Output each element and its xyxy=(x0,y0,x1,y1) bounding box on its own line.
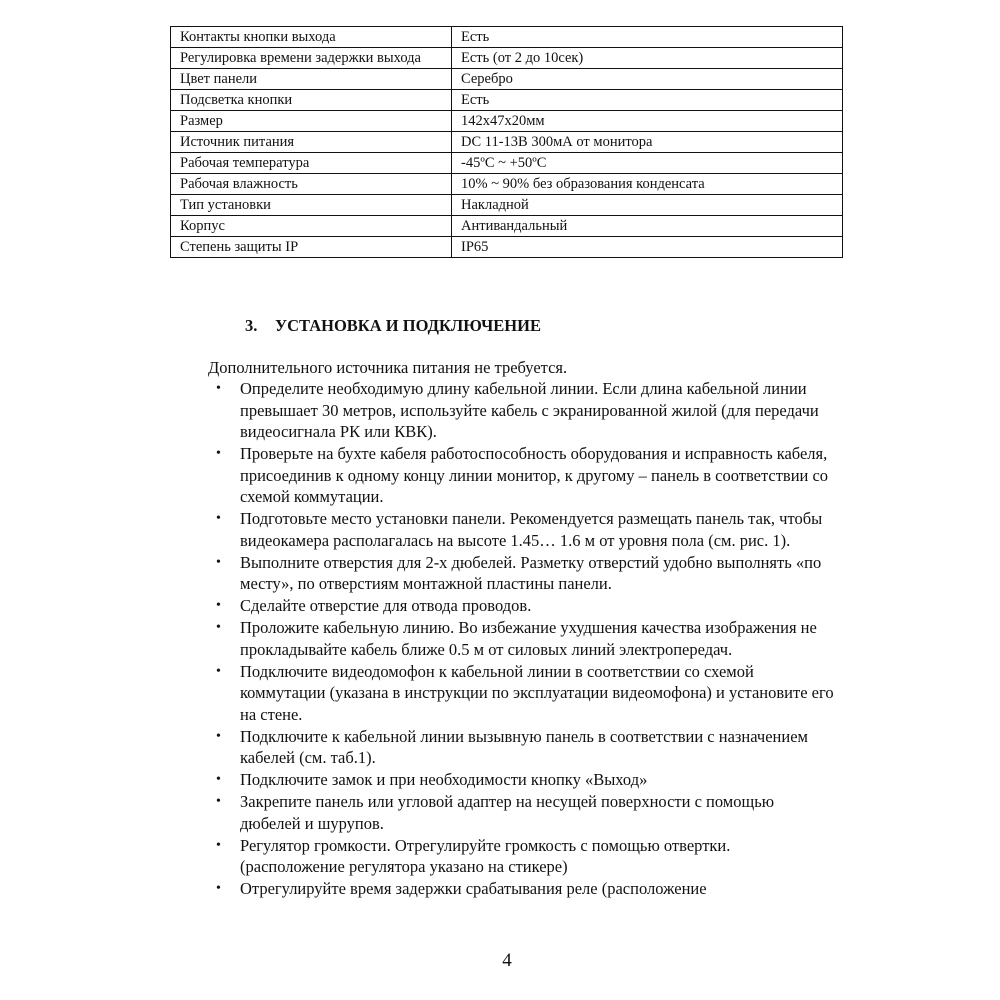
table-row xyxy=(171,69,843,90)
spec-value: Есть xyxy=(452,27,843,48)
list-item: • Сделайте отверстие для отвода проводов. xyxy=(214,595,834,617)
spec-value: IP65 xyxy=(452,237,843,258)
spec-label: Источник питания xyxy=(171,132,452,153)
spec-label: Степень защиты IP xyxy=(171,237,452,258)
spec-label: Рабочая температура xyxy=(171,153,452,174)
spec-value: DC 11-13В 300мА от монитора xyxy=(452,132,843,153)
spec-label: Тип установки xyxy=(171,195,452,216)
intro-text: Дополнительного источника питания не требуется. xyxy=(208,358,568,377)
section-number: 3. xyxy=(245,316,258,335)
table-row xyxy=(171,237,843,258)
spec-value: Серебро xyxy=(452,69,843,90)
list-item: • Подключите замок и при необходимости кнопку «Выход» xyxy=(214,769,834,791)
table-row xyxy=(171,174,843,195)
specs-table xyxy=(170,26,843,258)
spec-label: Размер xyxy=(171,111,452,132)
list-item: • Подключите видеодомофон к кабельной линии в соответствии со схемой коммутации (указана в инструкции по эксплуатации видеомофона) и установите его на стене. xyxy=(214,661,834,726)
installation-steps xyxy=(214,378,834,900)
spec-value: 10% ~ 90% без образования конденсата xyxy=(452,174,843,195)
section-heading xyxy=(245,316,541,336)
list-item: • Подготовьте место установки панели. Рекомендуется размещать панель так, чтобы видеокамера располагалась на высоте 1.45… 1.6 м от уровня пола (см. рис. 1). xyxy=(214,508,834,551)
table-row xyxy=(171,27,843,48)
list-item: • Определите необходимую длину кабельной линии. Если длина кабельной линии превышает 30 метров, используйте кабель с экранированной жилой (для передачи видеосигнала РК или КВК). xyxy=(214,378,834,443)
page-number: 4 xyxy=(502,950,512,971)
list-item: • Закрепите панель или угловой адаптер на несущей поверхности с помощью дюбелей и шурупов. xyxy=(214,791,834,834)
spec-label: Подсветка кнопки xyxy=(171,90,452,111)
table-row xyxy=(171,216,843,237)
spec-value: Есть (от 2 до 10сек) xyxy=(452,48,843,69)
table-row xyxy=(171,90,843,111)
spec-value: Накладной xyxy=(452,195,843,216)
spec-value: Антивандальный xyxy=(452,216,843,237)
spec-value: Есть xyxy=(452,90,843,111)
table-row xyxy=(171,195,843,216)
spec-label: Корпус xyxy=(171,216,452,237)
spec-value: -45ºC ~ +50ºC xyxy=(452,153,843,174)
table-row xyxy=(171,153,843,174)
list-item: • Подключите к кабельной линии вызывную панель в соответствии с назначением кабелей (см. таб.1). xyxy=(214,726,834,769)
spec-value: 142х47х20мм xyxy=(452,111,843,132)
spec-label: Рабочая влажность xyxy=(171,174,452,195)
list-item: • Регулятор громкости. Отрегулируйте громкость с помощью отвертки. (расположение регулятора указано на стикере) xyxy=(214,835,834,878)
list-item: • Проложите кабельную линию. Во избежание ухудшения качества изображения не прокладывайте кабель ближе 0.5 м от силовых линий электропередач. xyxy=(214,617,834,660)
spec-label: Регулировка времени задержки выхода xyxy=(171,48,452,69)
list-item: • Отрегулируйте время задержки срабатывания реле (расположение xyxy=(214,878,834,900)
list-item: • Проверьте на бухте кабеля работоспособность оборудования и исправность кабеля, присоединив к одному концу линии монитор, к другому – панель в соответствии со схемой коммутации. xyxy=(214,443,834,508)
table-row xyxy=(171,111,843,132)
spec-label: Цвет панели xyxy=(171,69,452,90)
section-title: УСТАНОВКА И ПОДКЛЮЧЕНИЕ xyxy=(275,316,541,335)
table-row xyxy=(171,48,843,69)
spec-label: Контакты кнопки выхода xyxy=(171,27,452,48)
table-row xyxy=(171,132,843,153)
list-item: • Выполните отверстия для 2-х дюбелей. Разметку отверстий удобно выполнять «по месту», по отверстиям монтажной пластины панели. xyxy=(214,552,834,595)
